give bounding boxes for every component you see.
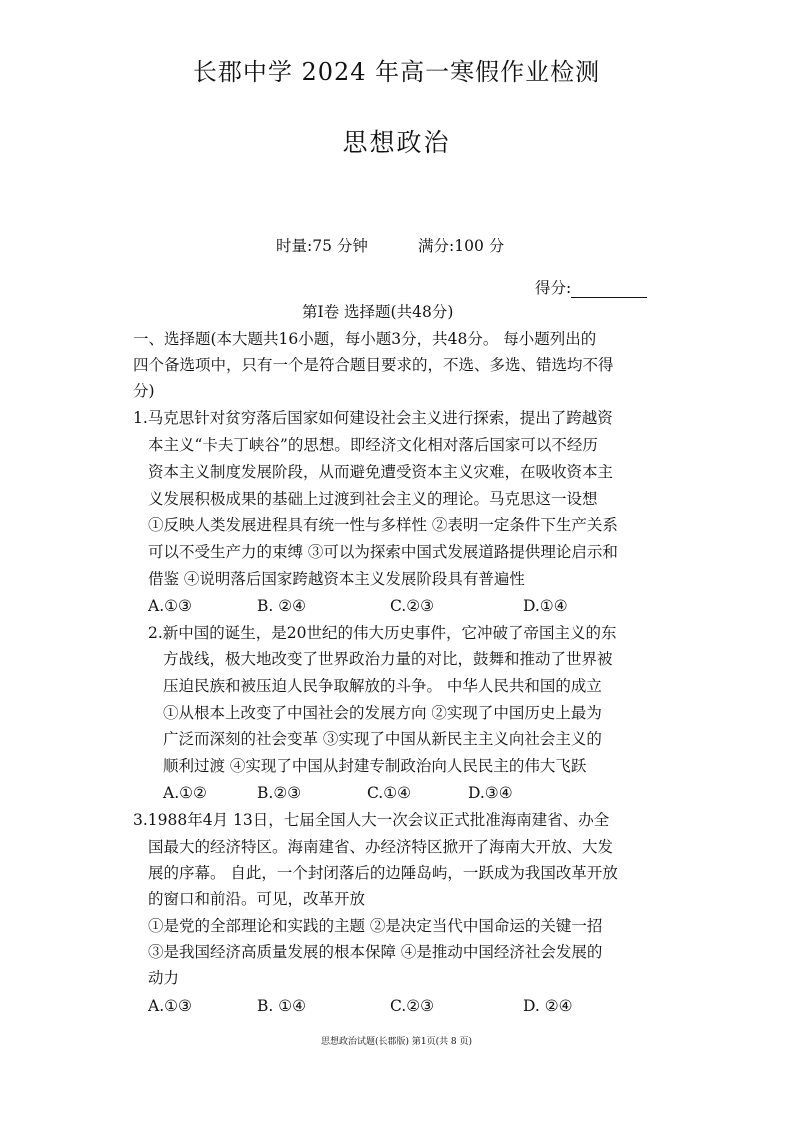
question-line: 顺利过渡 ④实现了中国从封建专制政治向人民民主的伟大飞跃 xyxy=(163,757,587,775)
question-line: ③是我国经济高质量发展的根本保障 ④是推动中国经济社会发展的 xyxy=(148,943,603,961)
option-c: C.②③ xyxy=(390,997,435,1015)
question-line: 借鉴 ④说明落后国家跨越资本主义发展阶段具有普遍性 xyxy=(148,570,525,588)
option-a: A.①② xyxy=(163,784,207,802)
option-d: D.③④ xyxy=(468,784,513,802)
option-a: A.①③ xyxy=(148,597,192,615)
instruction-line: 四个备选项中，只有一个是符合题目要求的，不选、多选、错选均不得 xyxy=(133,356,614,374)
option-c: C.①④ xyxy=(367,784,412,802)
question-line: 本主义“卡夫丁峡谷”的思想。即经济文化相对落后国家可以不经历 xyxy=(148,436,598,454)
subject-title: 思想政治 xyxy=(342,128,451,157)
question-line: 3.1988年4月 13日，七届全国人大一次会议正式批准海南建省、办全 xyxy=(133,811,610,829)
option-b: B.②③ xyxy=(257,784,302,802)
score-blank xyxy=(571,282,647,298)
option-b: B. ①④ xyxy=(257,997,307,1015)
question-line: 动力 xyxy=(148,969,180,987)
document-title: 长郡中学 2024 年高一寒假作业检测 xyxy=(192,58,601,86)
question-line: 可以不受生产力的束缚 ③可以为探索中国式发展道路提供理论启示和 xyxy=(148,543,618,561)
question-line: 义发展积极成果的基础上过渡到社会主义的理论。马克思这一设想 xyxy=(148,490,598,508)
instruction-line: 分) xyxy=(133,382,155,400)
question-line: 的窗口和前沿。可见，改革开放 xyxy=(148,890,366,908)
question-line: 广泛而深刻的社会变革 ③实现了中国从新民主主义向社会主义的 xyxy=(163,730,602,748)
question-line: 压迫民族和被压迫人民争取解放的斗争。 中华人民共和国的成立 xyxy=(163,677,602,695)
option-d: D.①④ xyxy=(523,597,568,615)
question-line: 2.新中国的诞生，是20世纪的伟大历史事件，它冲破了帝国主义的东 xyxy=(148,624,617,642)
question-line: ①从根本上改变了中国社会的发展方向 ②实现了中国历史上最为 xyxy=(163,704,602,722)
question-line: 国最大的经济特区。海南建省、办经济特区掀开了海南大开放、大发 xyxy=(148,838,614,856)
question-line: 资本主义制度发展阶段，从而避免遭受资本主义灾难，在吸收资本主 xyxy=(148,463,614,481)
option-b: B. ②④ xyxy=(257,597,307,615)
instruction-line: 一、选择题(本大题共16小题，每小题3分，共48分。 每小题列出的 xyxy=(133,330,597,348)
time-limit: 时量:75 分钟 xyxy=(276,237,368,255)
question-line: ①反映人类发展进程具有统一性与多样性 ②表明一定条件下生产关系 xyxy=(148,516,618,534)
question-line: 展的序幕。 自此，一个封闭落后的边陲岛屿，一跃成为我国改革开放 xyxy=(148,864,618,882)
section-heading: 第Ⅰ卷 选择题(共48分) xyxy=(302,303,454,321)
option-d: D. ②④ xyxy=(523,997,573,1015)
option-c: C.②③ xyxy=(390,597,435,615)
full-score: 满分:100 分 xyxy=(418,237,505,255)
score-field xyxy=(535,278,647,298)
question-line: 方战线，极大地改变了世界政治力量的对比，鼓舞和推动了世界被 xyxy=(163,650,613,668)
page-footer: 思想政治试题(长郡版) 第1页(共 8 页) xyxy=(320,1037,473,1047)
question-line: 1.马克思针对贫穷落后国家如何建设社会主义进行探索，提出了跨越资 xyxy=(133,409,613,427)
question-line: ①是党的全部理论和实践的主题 ②是决定当代中国命运的关键一招 xyxy=(148,917,603,935)
option-a: A.①③ xyxy=(148,997,192,1015)
score-field-label: 得分: xyxy=(535,279,572,297)
